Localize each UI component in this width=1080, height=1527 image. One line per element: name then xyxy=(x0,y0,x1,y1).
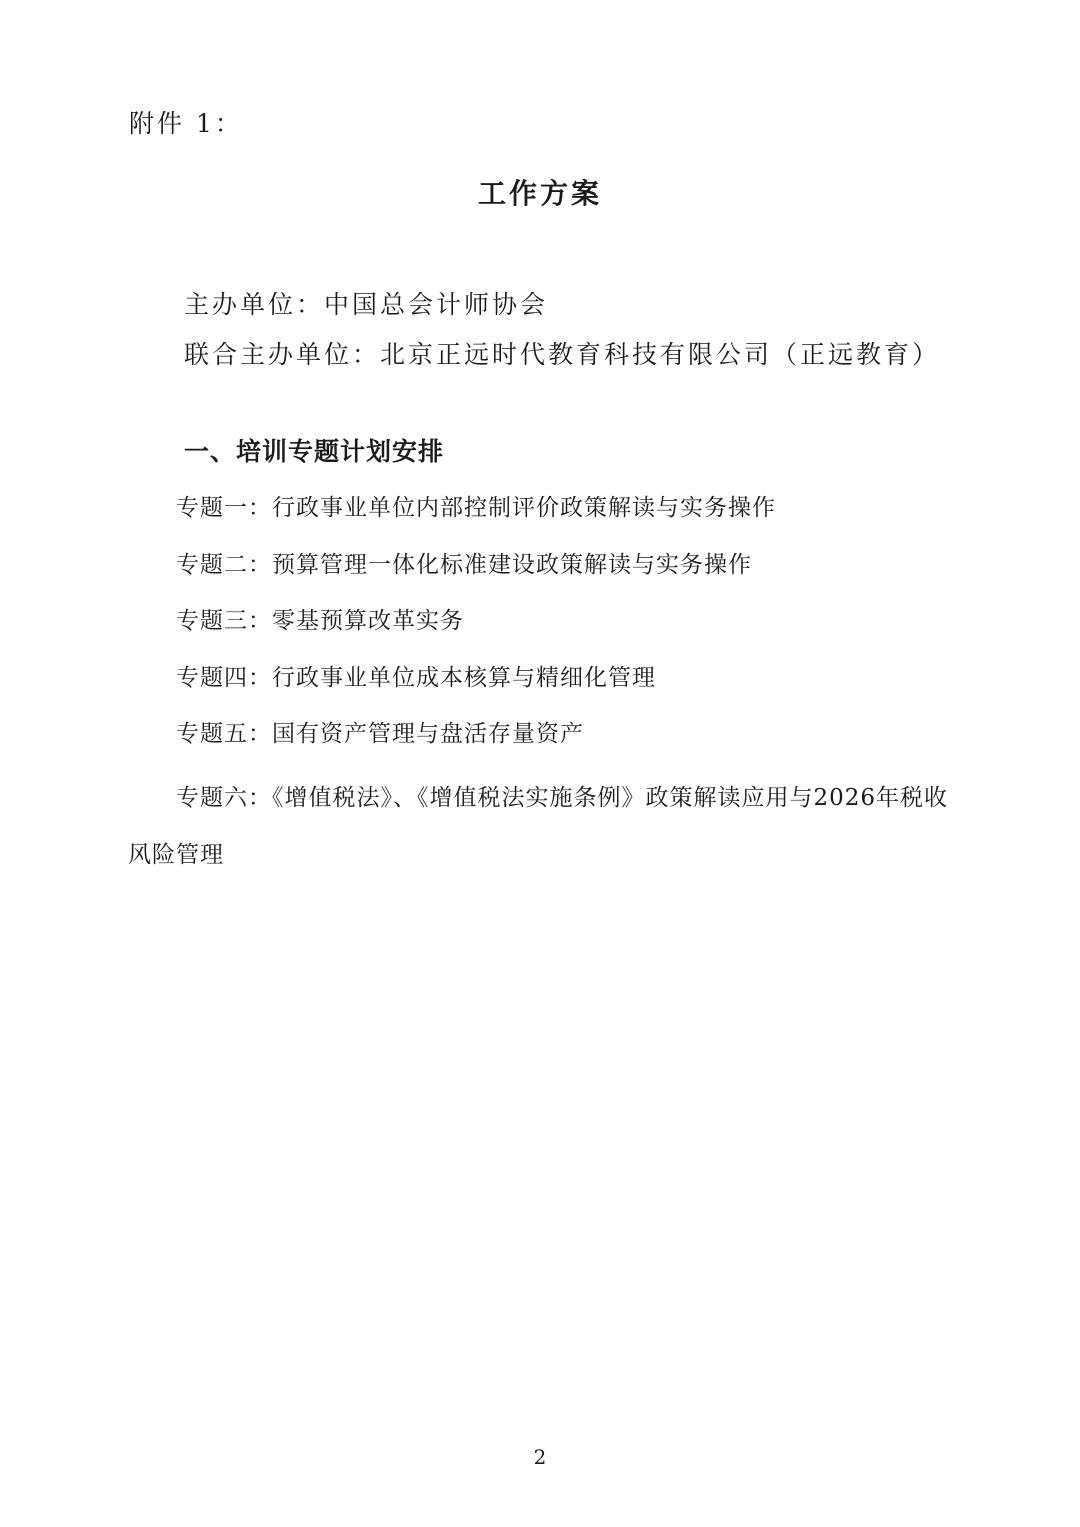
topic-label: 专题六： xyxy=(176,785,272,811)
topic-item xyxy=(176,488,776,528)
topic-text: 行政事业单位内部控制评价政策解读与实务操作 xyxy=(272,495,776,521)
topic-label: 专题四： xyxy=(176,665,272,691)
page-number: 2 xyxy=(533,1445,547,1469)
topic-item xyxy=(176,601,464,641)
topic-label: 专题一： xyxy=(176,495,272,521)
topic-label: 专题二： xyxy=(176,552,272,578)
section-heading: 一、培训专题计划安排 xyxy=(184,437,445,466)
cohost-organizer-line xyxy=(184,335,940,375)
document-title: 工作方案 xyxy=(477,177,602,210)
host-organizer-line xyxy=(184,285,548,325)
host-organizer-label: 主办单位： xyxy=(184,290,325,319)
topic-text: 国有资产管理与盘活存量资产 xyxy=(272,721,584,747)
topic-text: 零基预算改革实务 xyxy=(272,608,464,634)
topic-text: 预算管理一体化标准建设政策解读与实务操作 xyxy=(272,552,752,578)
topic-label: 专题三： xyxy=(176,608,272,634)
topic-text: 行政事业单位成本核算与精细化管理 xyxy=(272,665,656,691)
cohost-organizer-label: 联合主办单位： xyxy=(184,340,381,369)
host-organizer-name: 中国总会计师协会 xyxy=(324,290,549,319)
topic-text: 《增值税法》、《增值税法实施条例》政策解读应用与2026年税收风险管理 xyxy=(128,785,949,868)
topic-label: 专题五： xyxy=(176,721,272,747)
topic-item xyxy=(128,770,958,884)
topic-item xyxy=(176,545,752,585)
attachment-label: 附件 1： xyxy=(129,109,243,138)
topic-item xyxy=(176,714,584,754)
topic-item xyxy=(176,658,656,698)
cohost-organizer-name: 北京正远时代教育科技有限公司（正远教育） xyxy=(380,340,941,369)
